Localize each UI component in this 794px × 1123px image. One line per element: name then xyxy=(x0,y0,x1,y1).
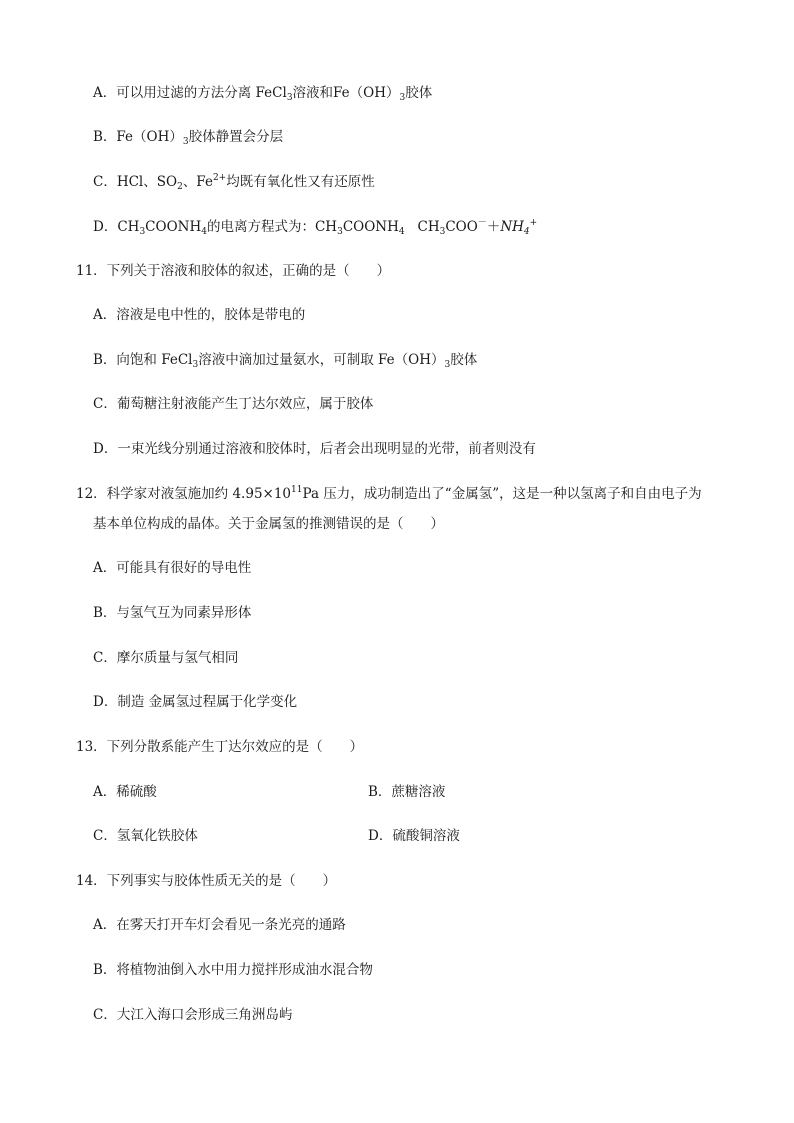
q13-option-c: C．氢氧化铁胶体 xyxy=(93,828,198,844)
q11-option-d: D．一束光线分别通过溶液和胶体时，后者会出现明显的光带，前者则没有 xyxy=(93,441,536,457)
q14-option-a: A．在雾天打开车灯会看见一条光亮的通路 xyxy=(93,917,346,933)
q10-option-d: D．$CH_3COONH_4$的电离方程式为：$CH_3COONH_4$ $CH_3COO^-+NH_4^+$ xyxy=(93,218,538,237)
q10-option-b: B．$Fe(OH)_3$胶体静置会分层 xyxy=(93,129,284,147)
q10-option-c: C．HCl、$SO_2$、$Fe^{2+}$均既有氧化性又有还原性 xyxy=(93,173,375,192)
q14-stem: 14．下列事实与胶体性质无关的是（ ） xyxy=(76,873,337,889)
q12-stem-continued: 基本单位构成的晶体。关于金属氢的推测错误的是（ ） xyxy=(93,516,444,532)
q12-option-d: D．制造 金属氢过程属于化学变化 xyxy=(93,694,298,710)
q10-option-a: A．可以用过滤的方法分离 FeCl$_3$溶液和$Fe(OH)_3$胶体 xyxy=(93,85,433,103)
q14-option-b: B．将植物油倒入水中用力搅拌形成油水混合物 xyxy=(93,962,373,978)
q11-option-c: C．葡萄糖注射液能产生丁达尔效应，属于胶体 xyxy=(93,396,374,412)
q11-stem: 11．下列关于溶液和胶体的叙述，正确的是（ ） xyxy=(76,263,391,279)
q11-option-b: B．向饱和 FeCl$_3$溶液中滴加过量氨水，可制取 $Fe(OH)_3$胶体 xyxy=(93,352,478,370)
q12-option-a: A．可能具有很好的导电性 xyxy=(93,560,252,576)
q13-option-b: B．蔗糖溶液 xyxy=(368,784,446,800)
q13-option-d: D．硫酸铜溶液 xyxy=(368,828,460,844)
q11-option-a: A．溶液是电中性的，胶体是带电的 xyxy=(93,307,306,323)
q14-option-c: C．大江入海口会形成三角洲岛屿 xyxy=(93,1007,293,1023)
q12-option-b: B．与氢气互为同素异形体 xyxy=(93,605,252,621)
q12-stem: 12．科学家对液氢施加约 $4.95\times 10^{11}Pa$ 压力，成功制造出了“金属氢”，这是一种以氢离子和自由电子为 xyxy=(76,485,702,502)
q13-stem: 13．下列分散系能产生丁达尔效应的是（ ） xyxy=(76,739,364,755)
q13-option-a: A．稀硫酸 xyxy=(93,784,157,800)
q12-option-c: C．摩尔质量与氢气相同 xyxy=(93,650,239,666)
